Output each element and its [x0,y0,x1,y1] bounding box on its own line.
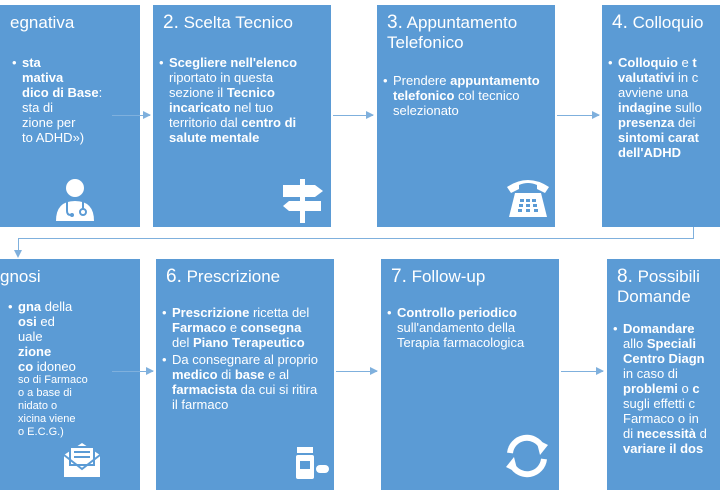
text-run: di [217,367,235,382]
step-8-box [607,259,720,490]
step-1-item [22,100,140,115]
text-run: dell'ADHD [618,145,682,160]
text-run: variare il dos [623,441,704,456]
signpost-icon [281,175,325,223]
refresh-icon [502,431,552,481]
step-8-item [623,336,720,351]
text-run: allo [623,336,647,351]
text-run: mativa [22,70,64,85]
text-run: sull'andamento della Terapia farmacologica [397,320,525,350]
step-5-item [18,400,140,413]
step-3-item [393,73,543,118]
text-run: Domandare [623,321,695,336]
text-run: medico [172,367,218,382]
step-5-item [18,413,140,426]
arrow-5-6 [112,371,153,372]
text-run: della [41,299,73,314]
arrow-2-3 [333,115,373,116]
text-run: o [677,381,693,396]
text-run: e al [264,367,290,382]
step-5-item [18,344,140,359]
text-run: consegna [240,320,302,335]
text-run: del [172,335,193,350]
text-run: ricetta del [249,305,310,320]
text-run: dei [674,115,696,130]
text-run: necessità [636,426,696,441]
arrow-7-8 [561,371,603,372]
connector-horizontal [18,238,694,239]
step-4-item [618,70,720,85]
text-run: sullo [671,100,702,115]
text-run: centro di salute mentale [169,115,297,145]
text-run: Farmaco [172,320,227,335]
step-8-item [623,441,720,456]
text-run: sintomi carat [618,130,699,145]
text-run: dico di Base [22,85,99,100]
text-run: xicina viene [18,413,76,425]
step-4-item [618,85,720,100]
text-run: Prescrizione [172,305,250,320]
step-7-box [381,259,559,490]
step-8-item [623,381,720,396]
step-3-title: 3. Appuntamento Telefonico [387,12,518,52]
step-8-item [623,411,720,426]
arrow-3-4 [557,115,599,116]
step-8-item [623,351,720,366]
step-4-item [618,145,720,160]
step-8-title: 8. Possibili Domande [617,266,700,306]
text-run: sta di [22,100,54,115]
arrow-1-2 [112,115,150,116]
text-run: riportato in questa sezione il [169,70,274,100]
step-6-items [156,305,322,414]
connector-arrowhead [14,250,22,258]
telephone-icon [505,173,551,219]
text-run: presenza [618,115,675,130]
step-1-box [0,5,140,227]
step-1-item [22,70,140,85]
text-run: Colloquio [618,55,678,70]
step-4-item [618,115,720,130]
step-4-box [602,5,720,227]
medicine-icon [294,445,330,479]
text-run: nel tuo territorio dal [169,100,274,130]
text-run: zione [18,344,52,359]
text-run: to ADHD») [22,130,85,145]
text-run: appuntamento telefonico [393,73,540,103]
text-run: Piano Terapeutico [192,335,305,350]
envelope-icon [60,439,104,479]
step-5-item [18,314,140,329]
step-6-item [172,305,322,350]
text-run: o a base di [18,387,72,399]
step-8-item [623,366,720,381]
step-2-box [153,5,331,227]
text-run: e [226,320,241,335]
text-run: sugli effetti c [623,396,696,411]
step-5-item [18,374,140,387]
text-run: indagine [618,100,672,115]
doctor-icon [52,177,98,221]
step-6-item [172,352,322,412]
step-4-item [618,100,720,115]
text-run: base [234,367,265,382]
step-1-title: egnativa [10,13,75,32]
step-7-item [397,305,547,350]
text-run: so di Farmaco [18,374,88,386]
step-4-item [618,130,720,145]
step-6-box [156,259,334,490]
step-5-item [18,387,140,400]
text-run: Scegliere nell'elenco [169,55,298,70]
step-5-item [18,426,140,439]
text-run: di [623,426,637,441]
step-8-item [623,426,720,441]
step-8-items [607,321,720,456]
text-run: farmacista [172,382,238,397]
step-5-box [0,259,140,490]
step-1-item [22,85,140,100]
text-run: problemi [623,381,678,396]
step-3-box [377,5,555,227]
text-run: col tecnico selezionato [393,88,520,118]
text-run: gna [18,299,42,314]
text-run: o E.C.G.) [18,426,64,438]
step-5-item [18,299,140,314]
step-8-item [623,321,720,336]
step-6-title: 6. Prescrizione [166,266,281,287]
text-run: e [677,55,693,70]
step-1-item [22,115,140,130]
text-run: avviene una [618,85,689,100]
arrow-6-7 [336,371,377,372]
text-run: sta [22,55,41,70]
step-1-items [6,55,140,145]
step-2-items [153,55,319,147]
step-4-items [602,55,720,160]
step-2-item [169,55,319,145]
text-run: osi [18,314,37,329]
text-run: ed [36,314,55,329]
text-run: uale [18,329,43,344]
text-run: Da consegnare al proprio [172,352,318,367]
text-run: c [692,381,700,396]
text-run: Tecnico incaricato [169,85,275,115]
step-3-items [377,73,543,120]
text-run: in c [674,70,699,85]
text-run: idoneo [33,359,76,374]
step-2-title: 2. Scelta Tecnico [163,12,293,33]
text-run: zione per [22,115,76,130]
text-run: Farmaco o in [623,411,699,426]
step-5-title: gnosi [0,267,41,286]
text-run: nidato o [18,400,58,412]
text-run: Speciali [646,336,696,351]
step-1-item [22,55,140,70]
text-run: Centro Diagn [623,351,705,366]
text-run: d [696,426,707,441]
text-run: in caso di [623,366,678,381]
step-7-title: 7. Follow-up [391,266,486,287]
step-1-item [22,130,140,145]
text-run: t [692,55,697,70]
step-5-items [2,299,140,439]
step-7-items [381,305,547,352]
text-run: : [98,85,103,100]
step-8-item [623,396,720,411]
text-run: da cui si ritira il farmaco [172,382,318,412]
text-run: co [18,359,34,374]
step-5-item [18,329,140,344]
text-run: Prendere [393,73,451,88]
text-run: valutativi [618,70,675,85]
step-4-item [618,55,720,70]
step-4-title: 4. Colloquio [612,12,704,33]
text-run: Controllo periodico [397,305,517,320]
